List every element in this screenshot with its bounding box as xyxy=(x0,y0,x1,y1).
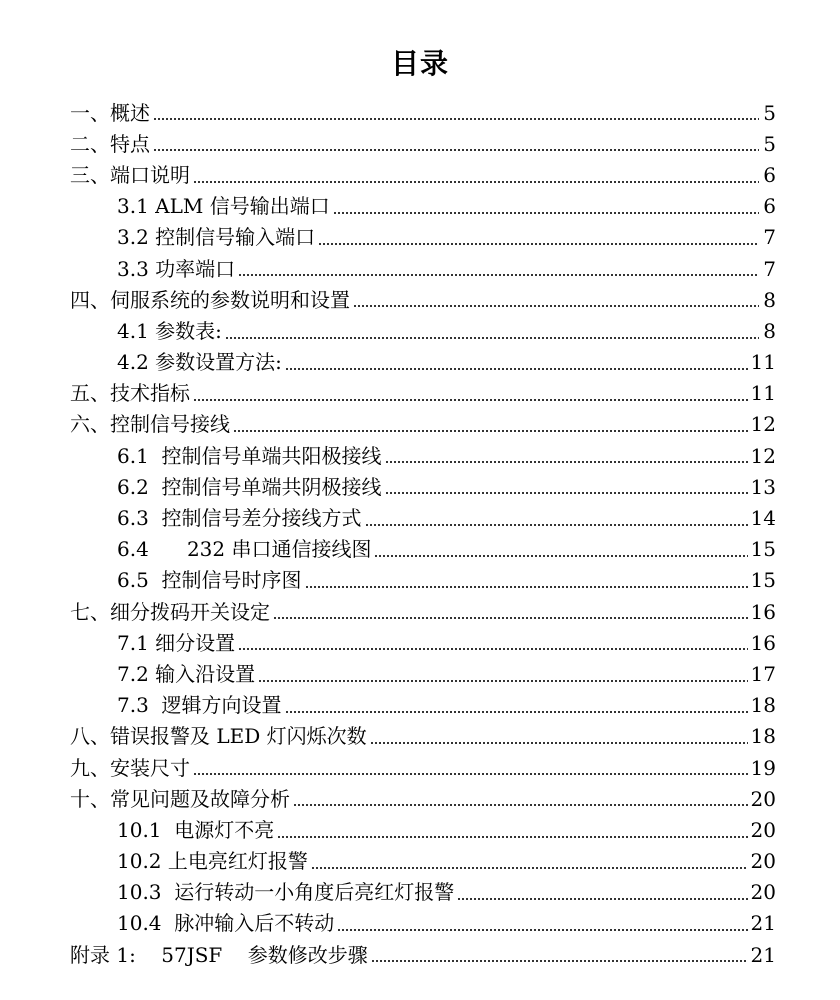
toc-entry-label: 3.3 功率端口 xyxy=(117,256,236,281)
toc-entry-label: 10.2 上电亮红灯报警 xyxy=(117,849,308,874)
toc-entry-label: 3.1 ALM 信号输出端口 xyxy=(117,194,330,219)
page-title: 目录 xyxy=(390,47,449,80)
toc-page-number: 8 xyxy=(763,318,776,343)
toc-entry[interactable] xyxy=(0,658,840,689)
toc-page-number: 18 xyxy=(750,693,776,718)
toc-page-number: 13 xyxy=(750,474,776,499)
toc-entry[interactable] xyxy=(0,347,840,378)
toc-entry[interactable] xyxy=(0,222,840,253)
toc-entry-label: 6.2 控制信号单端共阴极接线 xyxy=(117,474,382,499)
toc-entry[interactable] xyxy=(0,409,840,440)
toc-entry-label: 10.4 脉冲输入后不转动 xyxy=(117,911,335,936)
toc-leader-dots xyxy=(238,274,759,276)
toc-entry[interactable] xyxy=(0,783,840,814)
toc-leader-dots xyxy=(293,804,748,806)
toc-entry[interactable] xyxy=(0,565,840,596)
toc-entry[interactable] xyxy=(0,440,840,471)
toc-page-number: 18 xyxy=(750,724,776,749)
toc-leader-dots xyxy=(285,711,748,713)
toc-entry-label: 4.1 参数表: xyxy=(117,318,222,343)
toc-entry-label: 6.3 控制信号差分接线方式 xyxy=(117,506,362,531)
toc-entry[interactable] xyxy=(0,315,840,346)
toc-entry[interactable] xyxy=(0,253,840,284)
toc-leader-dots xyxy=(193,181,759,183)
toc-page-number: 21 xyxy=(750,911,776,936)
toc-entry[interactable] xyxy=(0,908,840,939)
toc-leader-dots xyxy=(225,337,759,339)
toc-leader-dots xyxy=(371,960,748,962)
toc-leader-dots xyxy=(385,461,748,463)
toc-entry[interactable] xyxy=(0,721,840,752)
toc-entry-label: 六、控制信号接线 xyxy=(70,412,230,437)
toc-page-number: 7 xyxy=(763,256,776,281)
toc-leader-dots xyxy=(337,929,747,931)
toc-entry[interactable] xyxy=(0,284,840,315)
toc-leader-dots xyxy=(333,212,759,214)
toc-leader-dots xyxy=(374,555,747,557)
toc-entry[interactable] xyxy=(0,159,840,190)
toc-page-number: 12 xyxy=(750,412,776,437)
toc-leader-dots xyxy=(193,773,748,775)
toc-entry[interactable] xyxy=(0,596,840,627)
toc-entry-label: 二、特点 xyxy=(70,131,150,156)
toc-leader-dots xyxy=(305,586,748,588)
toc-leader-dots xyxy=(285,368,748,370)
toc-page-number: 16 xyxy=(750,599,776,624)
toc-page-number: 17 xyxy=(750,661,776,686)
toc-entry-label: 附录 1: 57JSF 参数修改步骤 xyxy=(70,942,368,967)
toc-entry-label: 一、概述 xyxy=(70,100,150,125)
toc-page-number: 7 xyxy=(763,225,776,250)
toc-leader-dots xyxy=(370,742,748,744)
toc-page-number: 14 xyxy=(750,506,776,531)
toc-entry-label: 6.1 控制信号单端共阳极接线 xyxy=(117,443,382,468)
toc-leader-dots xyxy=(153,149,759,151)
toc-entry-label: 四、伺服系统的参数说明和设置 xyxy=(70,287,350,312)
toc-entry-label: 五、技术指标 xyxy=(70,381,190,406)
toc-entry[interactable] xyxy=(0,534,840,565)
toc-leader-dots xyxy=(365,524,748,526)
toc-entry-label: 6.5 控制信号时序图 xyxy=(117,568,302,593)
toc-entry-label: 八、错误报警及 LED 灯闪烁次数 xyxy=(70,724,367,749)
toc-leader-dots xyxy=(318,243,759,245)
toc-entry-label: 10.1 电源灯不亮 xyxy=(117,817,275,842)
toc-entry[interactable] xyxy=(0,128,840,159)
toc-entry[interactable] xyxy=(0,191,840,222)
toc-entry[interactable] xyxy=(0,939,840,970)
toc-page-number: 5 xyxy=(763,100,776,125)
toc-entry-label: 十、常见问题及故障分析 xyxy=(70,786,290,811)
toc-page-number: 16 xyxy=(750,630,776,655)
toc-page-number: 15 xyxy=(750,568,776,593)
toc-page-number: 8 xyxy=(763,287,776,312)
toc-leader-dots xyxy=(153,118,759,120)
toc-leader-dots xyxy=(238,648,747,650)
toc-entry-label: 3.2 控制信号输入端口 xyxy=(117,225,316,250)
toc-page-number: 5 xyxy=(763,131,776,156)
toc-leader-dots xyxy=(385,492,748,494)
toc-page-number: 21 xyxy=(750,942,776,967)
toc-entry-label: 7.2 输入沿设置 xyxy=(117,661,256,686)
toc-leader-dots xyxy=(193,399,748,401)
toc-page-number: 12 xyxy=(750,443,776,468)
toc-entry-label: 6.4 232 串口通信接线图 xyxy=(117,537,372,562)
toc-entry[interactable] xyxy=(0,378,840,409)
toc-leader-dots xyxy=(277,836,747,838)
toc-page-number: 19 xyxy=(750,755,776,780)
toc-entry[interactable] xyxy=(0,502,840,533)
toc-page-number: 20 xyxy=(750,880,776,905)
toc-entry-label: 三、端口说明 xyxy=(70,162,190,187)
toc-leader-dots xyxy=(311,867,748,869)
toc-entry-label: 七、细分拨码开关设定 xyxy=(70,599,270,624)
toc-leader-dots xyxy=(273,617,748,619)
toc-entry[interactable] xyxy=(0,814,840,845)
toc-page-number: 15 xyxy=(750,537,776,562)
toc-leader-dots xyxy=(457,898,747,900)
toc-entry[interactable] xyxy=(0,471,840,502)
toc-entry-label: 7.1 细分设置 xyxy=(117,630,236,655)
toc-entry[interactable] xyxy=(0,752,840,783)
toc-leader-dots xyxy=(233,430,748,432)
toc-entry[interactable] xyxy=(0,877,840,908)
toc-entry[interactable] xyxy=(0,690,840,721)
toc-leader-dots xyxy=(353,305,759,307)
toc-page-number: 11 xyxy=(750,381,776,406)
toc-entry[interactable] xyxy=(0,627,840,658)
toc-page-number: 11 xyxy=(750,350,776,375)
toc-page-number: 20 xyxy=(750,786,776,811)
toc-entry-label: 7.3 逻辑方向设置 xyxy=(117,693,282,718)
toc-leader-dots xyxy=(258,680,747,682)
toc-page-number: 20 xyxy=(750,849,776,874)
toc-page-number: 6 xyxy=(763,162,776,187)
toc-entry[interactable] xyxy=(0,846,840,877)
toc-page-number: 6 xyxy=(763,194,776,219)
toc-page-number: 20 xyxy=(750,817,776,842)
toc-entry-label: 10.3 运行转动一小角度后亮红灯报警 xyxy=(117,880,455,905)
table-of-contents xyxy=(0,97,840,970)
toc-entry-label: 九、安装尺寸 xyxy=(70,755,190,780)
toc-entry-label: 4.2 参数设置方法: xyxy=(117,350,282,375)
toc-entry[interactable] xyxy=(0,97,840,128)
